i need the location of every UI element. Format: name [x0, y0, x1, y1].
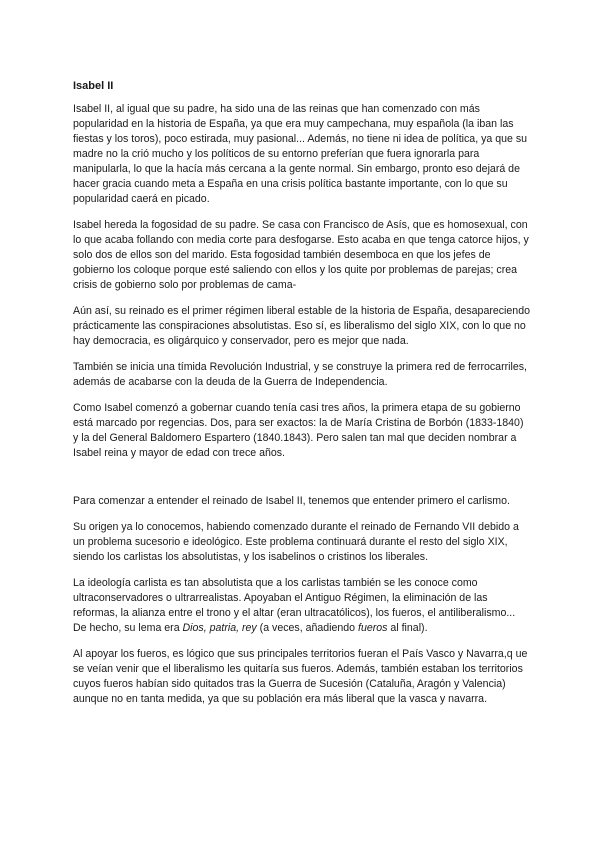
document-title: Isabel II [73, 80, 114, 92]
paragraph-8-text-middle: (a veces, añadiendo [256, 622, 359, 634]
paragraph-5: Como Isabel comenzó a gobernar cuando tenía casi tres años, la primera etapa de su gobierno está marcado por regencias. Dos, para ser exactos: la de María Cristina de Borbón (1833-1840) y la del General Baldomero Espartero (1840.1843). Pero salen tan mal que deciden nombrar a Isabel reina y mayor de edad con trece años. [73, 402, 524, 459]
paragraph-3: Aún así, su reinado es el primer régimen liberal estable de la historia de España, desapareciendo prácticamente las conspiraciones absolutistas. Eso sí, es liberalismo del siglo XIX, con lo que no hay democracia, es oligárquico y conservador, pero es mejor que nada. [73, 305, 530, 347]
paragraph-8-text-after: al final). [387, 622, 428, 634]
paragraph-6: Para comenzar a entender el reinado de Isabel II, tenemos que entender primero el carlismo. [73, 495, 510, 507]
paragraph-8-text-before: La ideología carlista es tan absolutista que a los carlistas también se les conoce como ultraconservadores o ultrarrealistas. Apoyaban el Antiguo Régimen, la eliminación de las reformas, la alianza entre el trono y el altar (eran ultracatólicos), los fueros, el antiliberalismo... De hecho, su lema era [73, 577, 516, 634]
paragraph-4: También se inicia una tímida Revolución Industrial, y se construye la primera red de ferrocarriles, además de acabarse con la deuda de la Guerra de Independencia. [73, 361, 527, 388]
paragraph-9: Al apoyar los fueros, es lógico que sus principales territorios fueran el País Vasco y Navarra,q ue se veían venir que el liberalismo les quitaría sus fueros. Además, también estaban los territorios cuyos fueros habían sido quitados tras la Guerra de Sucesión (Cataluña, Aragón y Valencia) aunque no en tanta medida, ya que su población era más liberal que la vasca y navarra. [73, 648, 528, 705]
paragraph-2: Isabel hereda la fogosidad de su padre. Se casa con Francisco de Asís, que es homosexual, con lo que acaba follando con media corte para desfogarse. Esto acaba en que tenga catorce hijos, y solo dos de ellos son del marido. Esta fogosidad también desemboca en que los jefes de gobierno los coloque porque esté saliendo con ellos y los quite por problemas de parejas; crea crisis de gobierno solo por problemas de cama- [73, 219, 529, 291]
paragraph-7: Su origen ya lo conocemos, habiendo comenzado durante el reinado de Fernando VII debido a un problema sucesorio e ideológico. Este problema continuará durante el resto del siglo XIX, siendo los carlistas los absolutistas, y los isabelinos o cristinos los liberales. [73, 521, 519, 563]
paragraph-8 [73, 576, 530, 636]
fueros-word: fueros [358, 622, 388, 634]
paragraph-1: Isabel II, al igual que su padre, ha sido una de las reinas que han comenzado con más popularidad en la historia de España, ya que era muy campechana, muy española (la iban las fiestas y los toros), poco estirada, muy pasional... Además, no tiene ni idea de política, ya que su madre no la crió mucho y los políticos de su entorno preferían que fuera ignorarla para manipularla, lo que la hacía más cercana a la gente normal. Sin embargo, pronto eso dejará de hacer gracia cuando meta a España en una crisis política bastante importante, con lo que su popularidad caerá en picado. [73, 103, 528, 205]
section-gap [73, 472, 530, 494]
carlist-motto: Dios, patria, rey [182, 622, 257, 634]
